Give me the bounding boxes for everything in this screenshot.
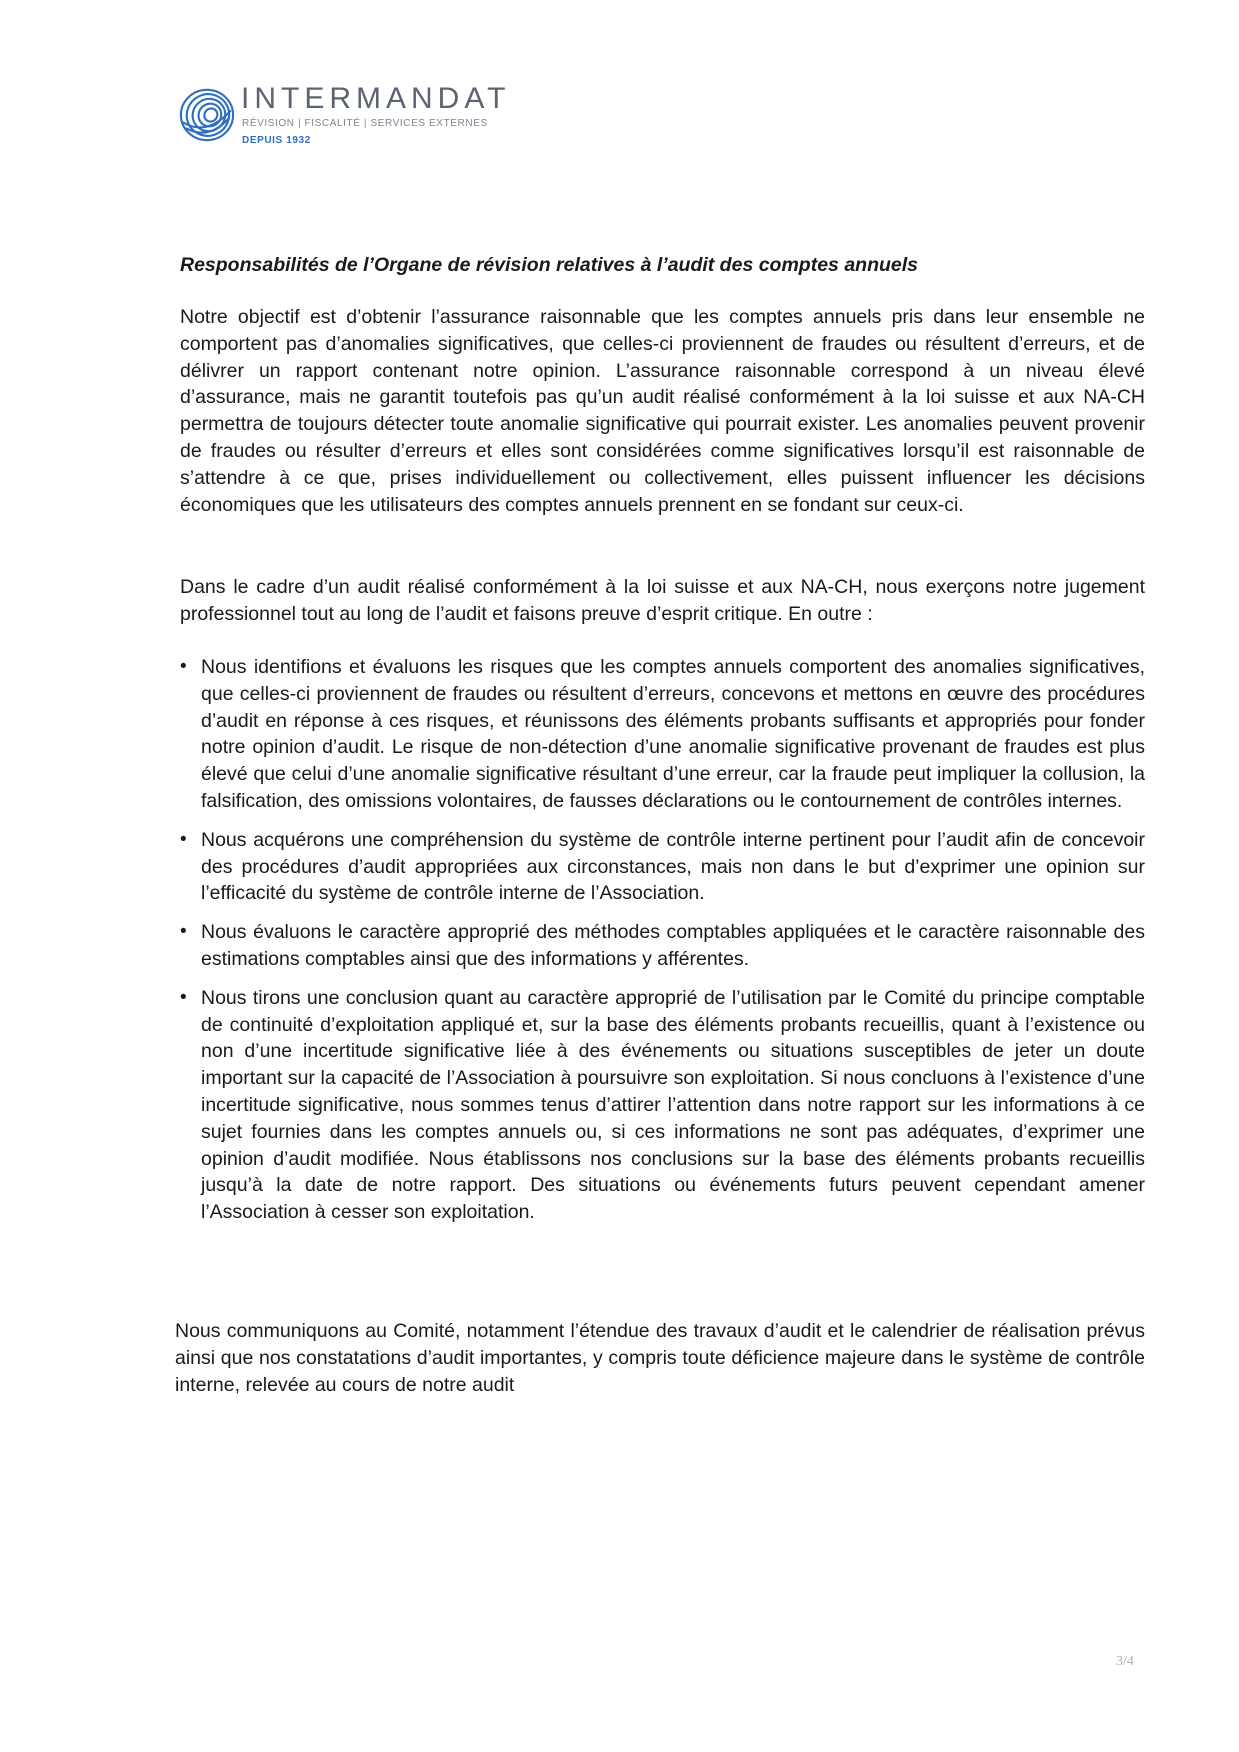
list-item <box>180 654 1145 815</box>
paragraph-objective: Notre objectif est d’obtenir l’assurance raisonnable que les comptes annuels pris dans leur ensemble ne comportent pas d’anomalies significatives, que celles-ci proviennent de fraudes ou résultent d’erreurs, et de délivrer un rapport contenant notre opinion. L’assurance raisonnable correspond à un niveau élevé d’assurance, mais ne garantit toutefois pas qu’un audit réalisé conformément à la loi suisse et aux NA-CH permettra de toujours détecter toute anomalie significative qui pourrait exister. Les anomalies peuvent provenir de fraudes ou résulter d’erreurs et elles sont considérées comme significatives lorsqu’il est raisonnable de s’attendre à ce que, prises individuellement ou collectivement, elles puissent influencer les décisions économiques que les utilisateurs des comptes annuels prennent en se fondant sur ceux-ci. <box>180 306 1145 516</box>
bullet-marker: • <box>180 828 187 850</box>
list-item-text: Nous tirons une conclusion quant au caractère approprié de l’utilisation par le Comité du principe comptable de continuité d’exploitation appliqué et, sur la base des éléments probants recueillis, quant à l’existence ou non d’une incertitude significative liée à des événements ou situations susceptibles de jeter un doute important sur la capacité de l’Association à poursuivre son exploitation. Si nous concluons à l’existence d’une incertitude significative, nous sommes tenus d’attirer l’attention dans notre rapport sur les informations à ce sujet fournies dans les comptes annuels ou, si ces informations ne sont pas adéquates, d’exprimer une opinion d’audit modifiée. Nous établissons nos conclusions sur la base des éléments probants recueillis jusqu’à la date de notre rapport. Des situations ou événements futurs peuvent cependant amener l’Association à cesser son exploitation. <box>201 986 1145 1224</box>
company-name: INTERMANDAT <box>241 82 511 115</box>
audit-procedures-list <box>180 654 1145 1238</box>
list-item-text: Nous acquérons une compréhension du système de contrôle interne pertinent pour l’audit afin de concevoir des procédures d’audit appropriées aux circonstances, mais non dans le but d’exprimer une opinion sur l’efficacité du système de contrôle interne de l’Association. <box>201 828 1145 905</box>
bullet-marker: • <box>180 986 187 1008</box>
bullet-marker: • <box>180 656 187 677</box>
paragraph-framework: Dans le cadre d’un audit réalisé conformément à la loi suisse et aux NA-CH, nous exerçons notre jugement professionnel tout au long de l’audit et faisons preuve d’esprit critique. En outre : <box>180 576 1145 625</box>
list-item-text: Nous identifions et évaluons les risques que les comptes annuels comportent des anomalies significatives, que celles-ci proviennent de fraudes ou résultent d’erreurs, concevons et mettons en œuvre des procédures d’audit en réponse à ces risques, et réunissons des éléments probants suffisants et appropriés pour fonder notre opinion d’audit. Le risque de non-détection d’une anomalie significative provenant de fraudes est plus élevé que celui d’une anomalie significative résultant d’une erreur, car la fraude peut impliquer la collusion, la falsification, des omissions volontaires, de fausses déclarations ou le contournement de contrôles internes. <box>201 656 1145 812</box>
list-item <box>180 827 1145 907</box>
section-heading: Responsabilités de l’Organe de révision relatives à l’audit des comptes annuels <box>180 254 919 276</box>
company-logo <box>178 84 518 156</box>
company-tagline: RÉVISION | FISCALITÉ | SERVICES EXTERNES <box>242 118 488 129</box>
swirl-globe-icon <box>178 86 236 144</box>
bullet-marker: • <box>180 921 187 943</box>
paragraph-communication: Nous communiquons au Comité, notamment l’étendue des travaux d’audit et le calendrier de réalisation prévus ainsi que nos constatations d’audit importantes, y compris toute déficience majeure dans le système de contrôle interne, relevée au cours de notre audit <box>175 1320 1145 1396</box>
company-since: DEPUIS 1932 <box>242 135 311 146</box>
list-item <box>180 919 1145 973</box>
page-number: 3/4 <box>1116 1654 1134 1669</box>
list-item-text: Nous évaluons le caractère approprié des méthodes comptables appliquées et le caractère raisonnable des estimations comptables ainsi que des informations y afférentes. <box>201 921 1145 970</box>
list-item <box>180 985 1145 1226</box>
